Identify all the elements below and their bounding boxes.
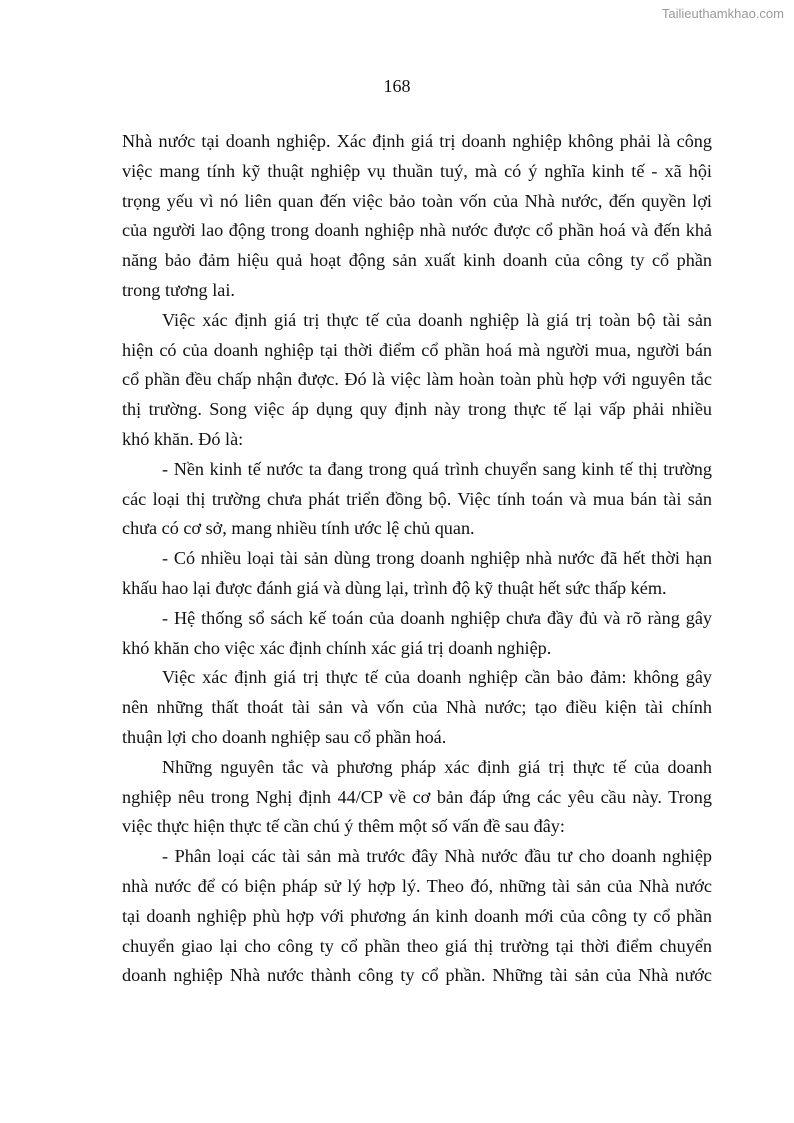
text-line: khó khăn cho việc xác định chính xác giá trị doanh nghiệp. [122,637,552,658]
text-line: nghiệp nêu trong Nghị định 44/CP về cơ bản đáp ứng các yêu cầu này. Trong [122,786,712,807]
text-line: Nhà nước tại doanh nghiệp. Xác định giá trị doanh nghiệp không phải là công [122,131,712,151]
text-line: - Nền kinh tế nước ta đang trong quá trình chuyển sang kinh tế thị trường [162,458,712,479]
paragraph [122,306,712,455]
text-line: hiện có của doanh nghiệp tại thời điểm cổ phần hoá mà người mua, người bán [122,339,712,360]
paragraph [122,753,712,842]
text-line: - Có nhiều loại tài sản dùng trong doanh nghiệp nhà nước đã hết thời hạn [162,548,712,569]
text-line: tại doanh nghiệp phù hợp với phương án kinh doanh mới của công ty cổ phần [122,905,712,926]
text-line: của người lao động trong doanh nghiệp nhà nước được cổ phần hoá và đến khả [122,220,712,241]
text-line: chuyển giao lại cho công ty cổ phần theo giá thị trường tại thời điểm chuyển [122,935,712,956]
text-line: nhà nước để có biện pháp sử lý hợp lý. Theo đó, những tài sản của Nhà nước [122,875,712,896]
page-number: 168 [383,76,411,96]
paragraph [122,663,712,752]
paragraph [122,544,712,604]
text-line: Việc xác định giá trị thực tế của doanh nghiệp cần bảo đảm: không gây [162,667,712,688]
text-line: thuận lợi cho doanh nghiệp sau cổ phần hoá. [122,726,447,747]
text-line: khó khăn. Đó là: [122,428,244,449]
paragraph [122,127,712,306]
watermark: Tailieuthamkhao.com [661,6,784,21]
text-line: trọng yếu vì nó liên quan đến việc bảo toàn vốn của Nhà nước, đến quyền lợi [122,190,712,211]
text-line: Việc xác định giá trị thực tế của doanh nghiệp là giá trị toàn bộ tài sản [162,309,712,330]
text-line: Những nguyên tắc và phương pháp xác định giá trị thực tế của doanh [162,756,712,777]
text-line: các loại thị trường chưa phát triển đồng bộ. Việc tính toán và mua bán tài sản [122,488,712,509]
text-line: việc mang tính kỹ thuật nghiệp vụ thuần tuý, mà có ý nghĩa kinh tế - xã hội [122,160,712,181]
text-line: - Phân loại các tài sản mà trước đây Nhà nước đầu tư cho doanh nghiệp [162,846,712,867]
text-line: nên những thất thoát tài sản và vốn của Nhà nước; tạo điều kiện tài chính [122,697,712,718]
paragraph [122,842,712,991]
body-text [122,127,712,991]
text-line: trong tương lai. [122,279,235,300]
text-line: thị trường. Song việc áp dụng quy định này trong thực tế lại vấp phải nhiều [122,399,712,420]
text-line: năng bảo đảm hiệu quả hoạt động sản xuất kinh doanh của công ty cổ phần [122,250,712,271]
text-line: cổ phần đều chấp nhận được. Đó là việc làm hoàn toàn phù hợp với nguyên tắc [122,369,712,390]
text-line: doanh nghiệp Nhà nước thành công ty cổ phần. Những tài sản của Nhà nước [122,965,712,986]
text-line: khấu hao lại được đánh giá và dùng lại, trình độ kỹ thuật hết sức thấp kém. [122,577,667,598]
text-line: chưa có cơ sở, mang nhiều tính ước lệ chủ quan. [122,518,475,539]
paragraph [122,455,712,544]
text-line: việc thực hiện thực tế cần chú ý thêm một số vấn đề sau đây: [122,816,565,837]
paragraph [122,604,712,664]
text-line: - Hệ thống sổ sách kế toán của doanh nghiệp chưa đầy đủ và rõ ràng gây [162,607,712,628]
